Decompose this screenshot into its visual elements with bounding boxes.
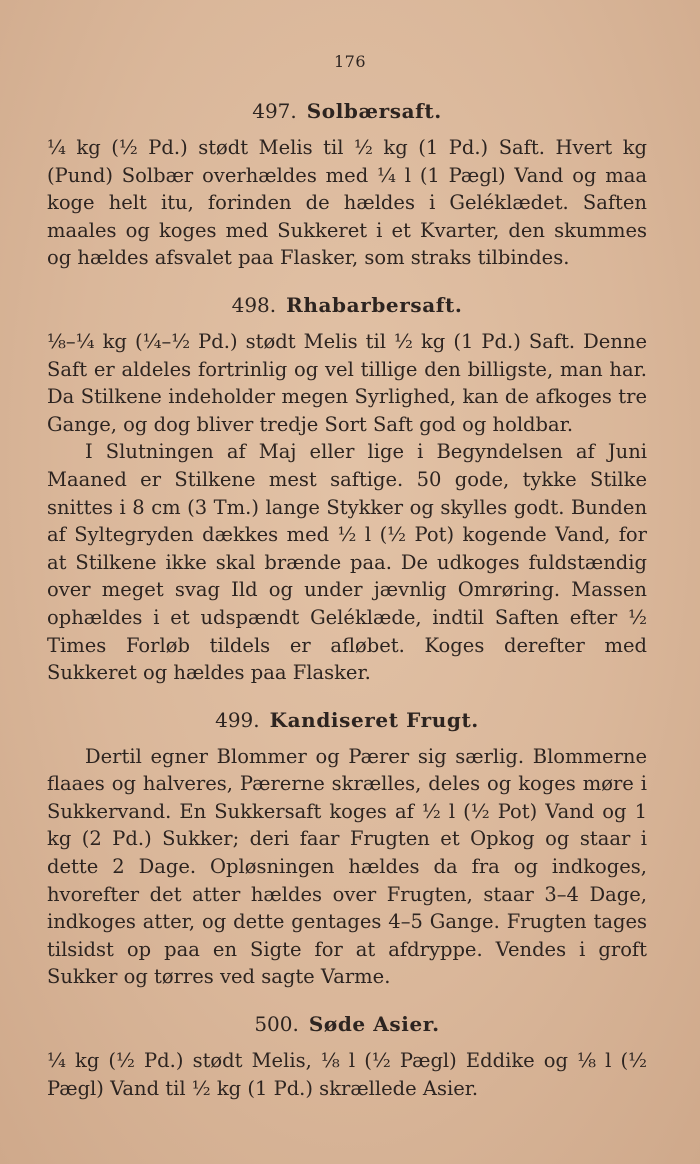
- recipe-499: [47, 707, 647, 991]
- recipe-498: [47, 292, 647, 687]
- recipe-paragraph: ¼ kg (½ Pd.) stødt Melis til ½ kg (1 Pd.) Saft. Hvert kg (Pund) Solbær overhældes med ¼ l (1 Pægl) Vand og maa koge helt itu, forinden de hældes i Geléklædet. Saften maales og koges med Sukkeret i et Kvarter, den skummes og hældes afsvalet paa Flasker, som straks tilbindes.: [47, 136, 647, 270]
- recipe-paragraph: I Slutningen af Maj eller lige i Begyndelsen af Juni Maaned er Stilkene mest saftige. 50 gode, tykke Stilke snittes i 8 cm (3 Tm.) lange Stykker og skylles godt. Bunden af Syltegryden dækkes med ½ l (½ Pot) kogende Vand, for at Stilkene ikke skal brænde paa. De udkoges fuldstændig over meget svag Ild og under jævnlig Omrøring. Massen ophældes i et udspændt Geléklæde, indtil Saften efter ½ Times Forløb tildels er afløbet. Koges derefter med Sukkeret og hældes paa Flasker.: [47, 440, 647, 685]
- recipe-title: Kandiseret Frugt.: [269, 707, 479, 732]
- recipe-title: Rhabarbersaft.: [286, 292, 463, 317]
- recipe-500: [47, 1011, 647, 1102]
- recipe-paragraph: ⅛–¼ kg (¼–½ Pd.) stødt Melis til ½ kg (1 Pd.) Saft. Denne Saft er aldeles fortrinlig og vel tillige den billigste, man har. Da Stilkene indeholder megen Syrlighed, kan de afkoges tre Gange, og dog bliver tredje Sort Saft god og holdbar.: [47, 329, 647, 436]
- page-number: 176: [333, 52, 367, 71]
- recipe-number: 497.: [252, 99, 297, 123]
- recipe-heading: [47, 98, 647, 124]
- recipe-paragraph: Dertil egner Blommer og Pærer sig særlig. Blommerne flaaes og halveres, Pærerne skrælles, deles og koges møre i Sukkervand. En Sukkersaft koges af ½ l (½ Pot) Vand og 1 kg (2 Pd.) Sukker; deri faar Frugten et Opkog og staar i dette 2 Dage. Opløsningen hældes da fra og indkoges, hvorefter det atter hældes over Frugten, staar 3–4 Dage, indkoges atter, og dette gentages 4–5 Gange. Frugten tages tilsidst op paa en Sigte for at afdryppe. Vendes i groft Sukker og tørres ved sagte Varme.: [47, 744, 647, 989]
- recipe-number: 499.: [215, 707, 260, 732]
- recipe-title: Solbærsaft.: [306, 99, 442, 123]
- recipe-paragraph: ¼ kg (½ Pd.) stødt Melis, ⅛ l (½ Pægl) Eddike og ⅛ l (½ Pægl) Vand til ½ kg (1 Pd.) skrællede Asier.: [47, 1049, 647, 1100]
- page-content: [47, 98, 647, 1122]
- recipe-number: 500.: [254, 1012, 299, 1037]
- recipe-title: Søde Asier.: [308, 1012, 440, 1037]
- recipe-heading: [47, 1011, 647, 1037]
- recipe-number: 498.: [231, 292, 277, 317]
- recipe-497: [47, 98, 647, 272]
- recipe-heading: [47, 707, 647, 733]
- recipe-heading: [47, 292, 647, 318]
